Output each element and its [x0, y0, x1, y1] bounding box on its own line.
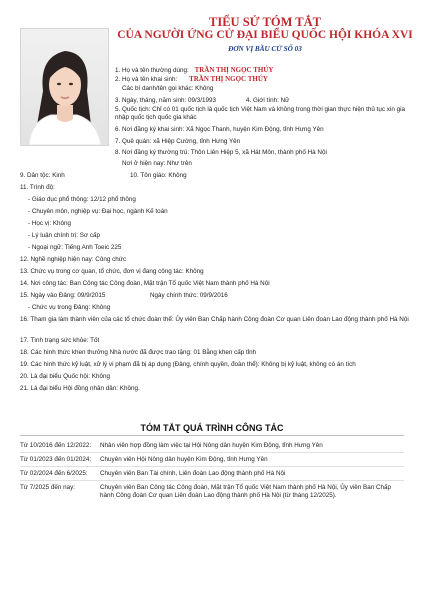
field-foreign-language: - Ngoại ngữ: Tiếng Anh Toeic 225: [28, 244, 122, 251]
field-gender: 4. Giới tính: Nữ: [246, 97, 290, 104]
career-description: Chuyên viên Ban Công tác Công đoàn, Mặt trận Tổ quốc Việt Nam thành phố Hà Nội, Ủy viên Ban Chấp hành Công đoàn Cơ quan Liên đoàn Lao động thành phố Hà Nội (từ tháng 12/2025).: [100, 484, 391, 499]
divider: [20, 480, 404, 481]
field-aliases: Các bí danh/tên gọi khác: Không: [122, 85, 214, 92]
field-na-deputy: 20. Là đại biểu Quốc hội: Không: [20, 373, 110, 380]
divider: [20, 466, 404, 467]
field-party-join-date: 15. Ngày vào Đảng: 09/9/2015: [20, 292, 106, 299]
document-title: TIỂU SỬ TÓM TẮT: [209, 15, 321, 29]
field-birth-registration: 6. Nơi đăng ký khai sinh: Xã Ngọc Thanh, huyện Kim Động, tỉnh Hưng Yên: [115, 126, 324, 133]
career-description: Chuyên viên Ban Tài chính, Liên đoàn Lao động thành phố Hà Nội: [100, 470, 286, 477]
field-birth-date: 3. Ngày, tháng, năm sinh: 09/3/1993: [115, 97, 217, 104]
document-subtitle: CỦA NGƯỜI ỨNG CỬ ĐẠI BIỂU QUỐC HỘI KHÓA XVI: [117, 29, 413, 41]
field-party-official-date: Ngày chính thức: 09/9/2016: [150, 292, 228, 299]
field-political-theory: - Lý luận chính trị: Sơ cấp: [28, 232, 101, 239]
field-education-heading: 11. Trình độ:: [20, 184, 55, 191]
field-current-residence: Nơi ở hiện nay: Như trên: [122, 160, 192, 167]
candidate-name: TRẦN THỊ NGỌC THÚY: [194, 66, 274, 74]
field-common-name: [115, 66, 273, 75]
career-description: Nhân viên hợp đồng làm việc tại Hội Nông dân huyện Kim Động, tỉnh Hưng Yên: [100, 442, 323, 449]
field-ethnicity: 9. Dân tộc: Kinh: [20, 172, 65, 179]
field-permanent-residence: 8. Nơi đăng ký thường trú: Thôn Liên Hiệp 5, xã Hát Môn, thành phố Hà Nội: [115, 149, 327, 156]
field-party-position: - Chức vụ trong Đảng: Không: [28, 304, 111, 311]
field-hometown: 7. Quê quán: xã Hiệp Cường, tỉnh Hưng Yên: [115, 138, 241, 145]
candidate-birth-name: TRẦN THỊ NGỌC THÚY: [189, 75, 268, 83]
field-religion: 10. Tôn giáo: Không: [130, 172, 187, 179]
candidate-portrait: [20, 28, 109, 146]
field-label: 2. Họ và tên khai sinh:: [115, 76, 178, 83]
divider: [20, 435, 404, 436]
career-heading: TÓM TẮT QUÁ TRÌNH CÔNG TÁC: [140, 423, 284, 433]
field-label: 1. Họ và tên thường dùng:: [115, 67, 189, 74]
career-date: Từ 02/2024 đến 6/2025:: [20, 470, 88, 477]
field-occupation: 12. Nghề nghiệp hiện nay: Công chức: [20, 256, 127, 263]
field-birth-name: [115, 75, 268, 84]
career-description: Chuyên viên Hội Nông dân huyện Kim Động, tỉnh Hưng Yên: [100, 456, 268, 463]
field-specialization: - Chuyên môn, nghiệp vụ: Đại học, ngành Kế toán: [28, 208, 168, 215]
field-workplace: 14. Nơi công tác: Ban Công tác Công đoàn, Mặt trận Tổ quốc Việt Nam thành phố Hà Nội: [20, 280, 270, 287]
divider: [20, 452, 404, 453]
field-position: 13. Chức vụ trong cơ quan, tổ chức, đơn vị đang công tác: Không: [20, 268, 204, 275]
field-awards: 18. Các hình thức khen thưởng Nhà nước đã được trao tặng: 01 Bằng khen cấp tỉnh: [20, 349, 257, 356]
career-date: Từ 01/2023 đến 01/2024:: [20, 456, 92, 463]
field-discipline: 19. Các hình thức kỷ luật, xử lý vi phạm đã bị áp dụng (Đảng, chính quyền, đoàn thể): Không bị kỷ luật, không có án tích: [20, 361, 356, 368]
career-date: Từ 7/2025 đến nay:: [20, 484, 75, 491]
field-academic-degree: - Học vị: Không: [28, 220, 72, 227]
career-date: Từ 10/2016 đến 12/2022:: [20, 442, 92, 449]
field-council-deputy: 21. Là đại biểu Hội đồng nhân dân: Không.: [20, 385, 140, 392]
electoral-unit: ĐƠN VỊ BẦU CỬ SỐ 03: [228, 45, 302, 53]
field-organizations: 16. Tham gia làm thành viên của các tổ chức đoàn thể: Ủy viên Ban Chấp hành Công đoàn Cơ quan Liên đoàn Lao động thành phố Hà Nội: [20, 316, 409, 323]
field-nationality: 5. Quốc tịch: Chỉ có 01 quốc tịch là quốc tịch Việt Nam và không trong thời gian thực hiện thủ tục xin gia nhập quốc tịch quốc gia khác: [115, 106, 406, 121]
field-health: 17. Tình trạng sức khỏe: Tốt: [20, 337, 100, 344]
field-general-education: - Giáo dục phổ thông: 12/12 phổ thông: [28, 196, 136, 203]
